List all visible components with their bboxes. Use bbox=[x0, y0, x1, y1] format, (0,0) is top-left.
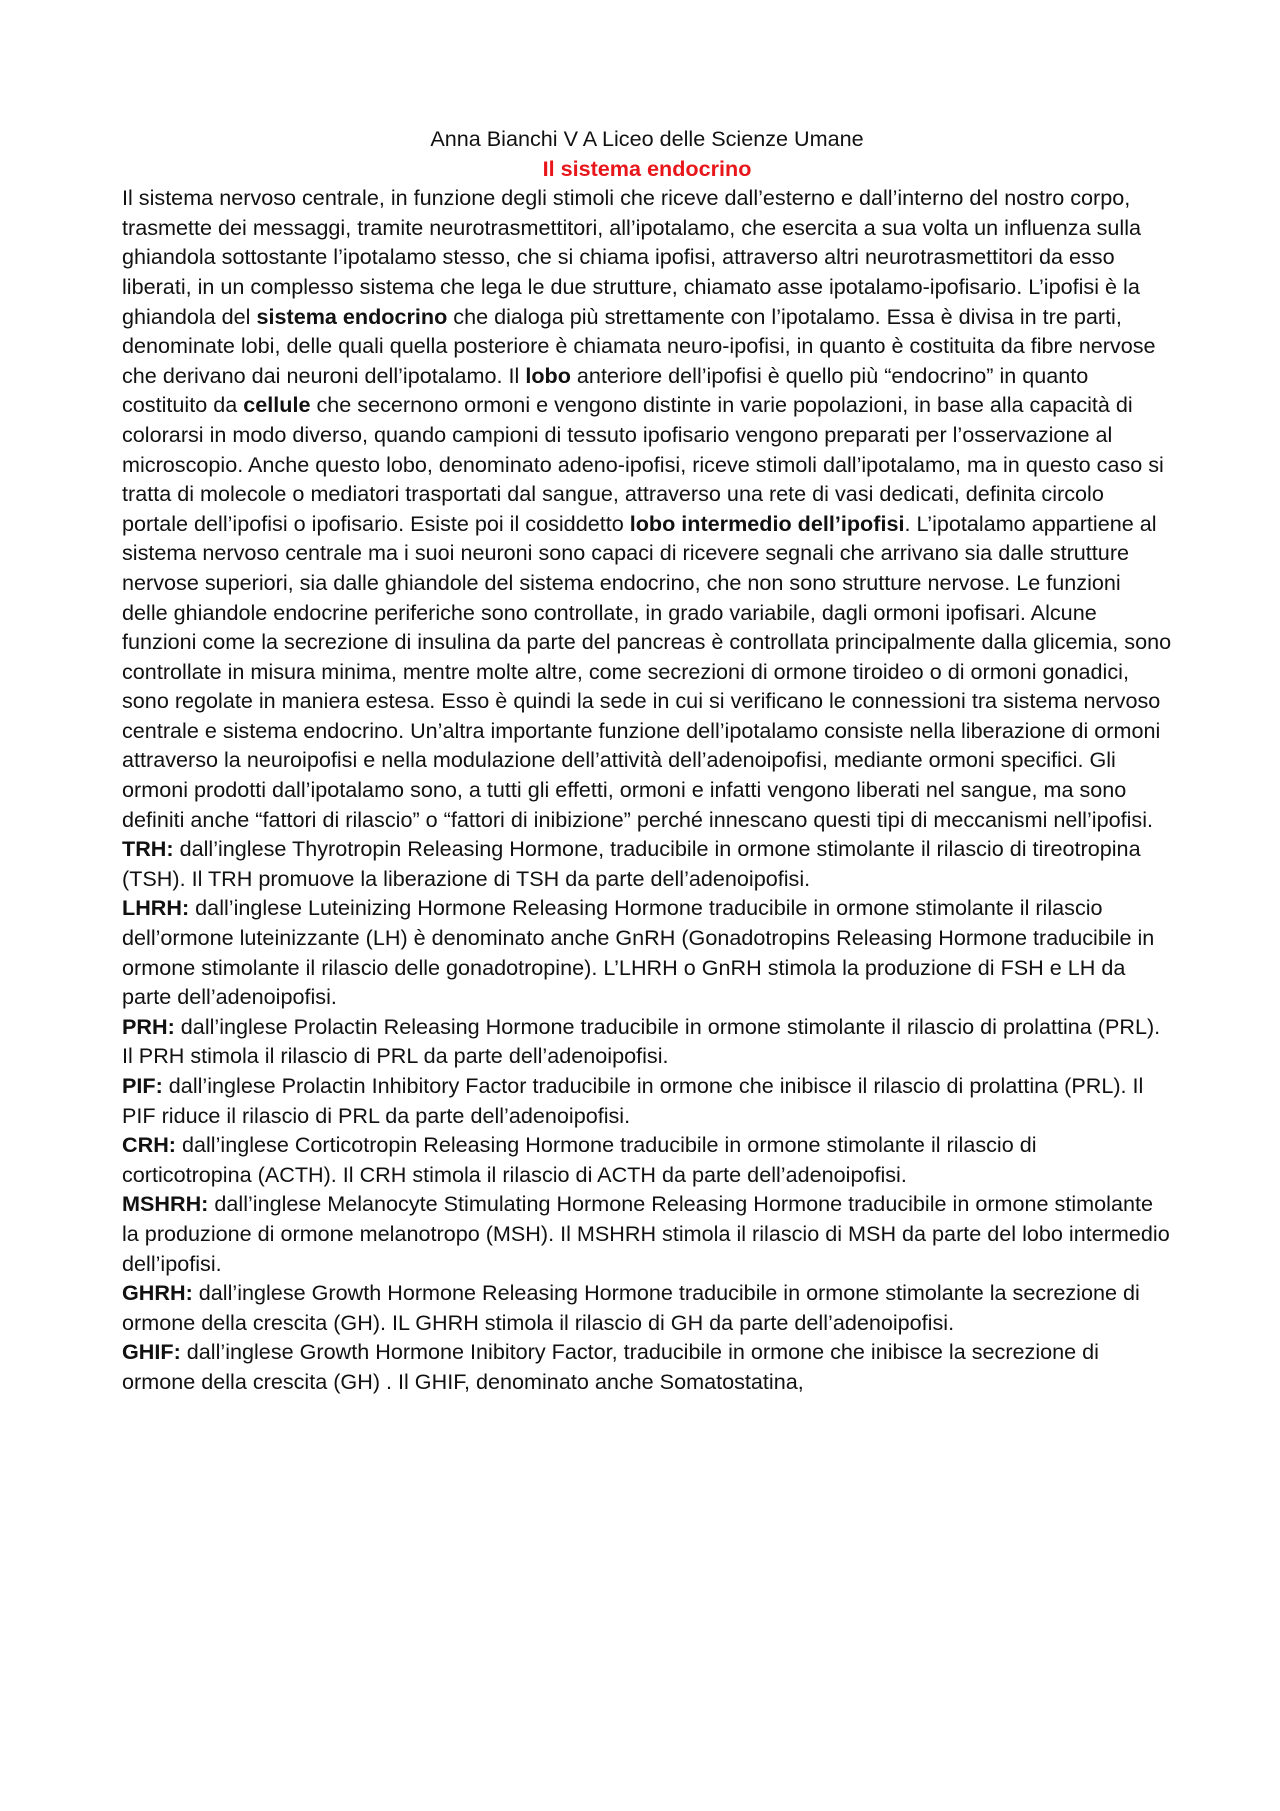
hormone-term: MSHRH: bbox=[122, 1191, 209, 1217]
hormone-definition-lhrh bbox=[122, 893, 1172, 1011]
intro-bold-lobo: lobo bbox=[525, 362, 571, 388]
hormone-text: dall’inglese Corticotropin Releasing Hormone traducibile in ormone stimolante il rilascio di corticotropina (ACTH). Il CRH stimola il rilascio di ACTH da parte dell’adenoipofisi. bbox=[122, 1132, 1037, 1187]
intro-bold-cellule: cellule bbox=[243, 392, 311, 418]
document-content bbox=[122, 124, 1172, 1397]
hormone-text: dall’inglese Melanocyte Stimulating Hormone Releasing Hormone traducibile in ormone stimolante la produzione di ormone melanotropo (MSH). Il MSHRH stimola il rilascio di MSH da parte del lobo intermedio dell’ipofisi. bbox=[122, 1191, 1170, 1276]
hormone-definition-ghrh bbox=[122, 1278, 1172, 1337]
hormone-term: PRH: bbox=[122, 1013, 175, 1039]
hormone-text: dall’inglese Thyrotropin Releasing Hormone, traducibile in ormone stimolante il rilascio di tireotropina (TSH). Il TRH promuove la liberazione di TSH da parte dell’adenoipofisi. bbox=[122, 836, 1141, 891]
hormone-text: dall’inglese Prolactin Inhibitory Factor traducibile in ormone che inibisce il rilascio di prolattina (PRL). Il PIF riduce il rilascio di PRL da parte dell’adenoipofisi. bbox=[122, 1073, 1144, 1128]
hormone-term: CRH: bbox=[122, 1132, 176, 1158]
intro-text-4: che secernono ormoni e vengono distinte in varie popolazioni, in base alla capacità di colorarsi in modo diverso, quando campioni di tessuto ipofisario vengono preparati per l’osservazione al microscopio. Anche questo lobo, denominato adeno-ipofisi, riceve stimoli dall’ipotalamo, ma in questo caso si tratta di molecole o mediatori trasportati dal sangue, attraverso una rete di vasi dedicati, definita circolo portale dell’ipofisi o ipofisario. Esiste poi il cosiddetto bbox=[122, 392, 1164, 536]
intro-bold-sistema-endocrino: sistema endocrino bbox=[256, 303, 448, 329]
hormone-definition-ghif bbox=[122, 1337, 1172, 1396]
hormone-definition-mshrh bbox=[122, 1189, 1172, 1278]
intro-bold-lobo-intermedio: lobo intermedio dell’ipofisi bbox=[629, 510, 905, 536]
hormone-text: dall’inglese Luteinizing Hormone Releasing Hormone traducibile in ormone stimolante il rilascio dell’ormone luteinizzante (LH) è denominato anche GnRH (Gonadotropins Releasing Hormone traducibile in ormone stimolante il rilascio delle gonadotropine). L’LHRH o GnRH stimola la produzione di FSH e LH da parte dell’adenoipofisi. bbox=[122, 895, 1155, 1010]
hormone-term: GHRH: bbox=[122, 1280, 193, 1306]
hormone-definition-pif bbox=[122, 1071, 1172, 1130]
hormone-term: PIF: bbox=[122, 1073, 163, 1098]
intro-text-2: che dialoga più strettamente con l’ipotalamo. Essa è divisa in tre parti, denominate lobi, delle quali quella posteriore è chiamata neuro-ipofisi, in quanto è costituita da fibre nervose che derivano dai neuroni dell’ipotalamo. Il bbox=[122, 303, 1156, 388]
intro-text-3: anteriore dell’ipofisi è quello più “endocrino” in quanto costituito da bbox=[122, 362, 1089, 418]
author-line: Anna Bianchi V A Liceo delle Scienze Umane bbox=[430, 126, 864, 151]
hormone-definition-prh bbox=[122, 1012, 1172, 1071]
hormone-term: GHIF: bbox=[122, 1339, 181, 1365]
hormone-definition-trh bbox=[122, 834, 1172, 893]
document-title: Il sistema endocrino bbox=[542, 155, 752, 181]
hormone-text: dall’inglese Growth Hormone Releasing Hormone traducibile in ormone stimolante la secrezione di ormone della crescita (GH). IL GHRH stimola il rilascio di GH da parte dell’adenoipofisi. bbox=[122, 1280, 1140, 1335]
intro-paragraph bbox=[122, 183, 1172, 834]
intro-text-5: . L’ipotalamo appartiene al sistema nervoso centrale ma i suoi neuroni sono capaci di ricevere segnali che arrivano sia dalle strutture nervose superiori, sia dalle ghiandole del sistema endocrino, che non sono strutture nervose. Le funzioni delle ghiandole endocrine periferiche sono controllate, in grado variabile, dagli ormoni ipofisari. Alcune funzioni come la secrezione di insulina da parte del pancreas è controllata principalmente dalla glicemia, sono controllate in misura minima, mentre molte altre, come secrezioni di ormone tiroideo o di ormoni gonadici, sono regolate in maniera estesa. Esso è quindi la sede in cui si verificano le connessioni tra sistema nervoso centrale e sistema endocrino. Un’altra importante funzione dell’ipotalamo consiste nella liberazione di ormoni attraverso la neuroipofisi e nella modulazione dell’attività dell’adenoipofisi, mediante ormoni specifici. Gli ormoni prodotti dall’ipotalamo sono, a tutti gli effetti, ormoni e infatti vengono liberati nel sangue, ma sono definiti anche “fattori di rilascio” o “fattori di inibizione” perché innescano questi tipi di meccanismi nell’ipofisi. bbox=[122, 510, 1172, 832]
intro-text-1: Il sistema nervoso centrale, in funzione degli stimoli che riceve dall’esterno e dall’interno del nostro corpo, trasmette dei messaggi, tramite neurotrasmettitori, all’ipotalamo, che esercita a sua volta un influenza sulla ghiandola sottostante l’ipotalamo stesso, che si chiama ipofisi, attraverso altri neurotrasmettitori da esso liberati, in un complesso sistema che lega le due strutture, chiamato asse ipotalamo-ipofisario. L’ipofisi è la ghiandola del bbox=[122, 185, 1141, 329]
hormone-text: dall’inglese Prolactin Releasing Hormone traducibile in ormone stimolante il rilascio di prolattina (PRL). Il PRH stimola il rilascio di PRL da parte dell’adenoipofisi. bbox=[122, 1013, 1161, 1069]
hormone-definition-crh bbox=[122, 1130, 1172, 1189]
hormone-term: LHRH: bbox=[122, 895, 190, 921]
hormone-term: TRH: bbox=[122, 836, 174, 862]
hormone-text: dall’inglese Growth Hormone Inibitory Factor, traducibile in ormone che inibisce la secrezione di ormone della crescita (GH) . Il GHIF, denominato anche Somatostatina, bbox=[122, 1339, 1099, 1394]
